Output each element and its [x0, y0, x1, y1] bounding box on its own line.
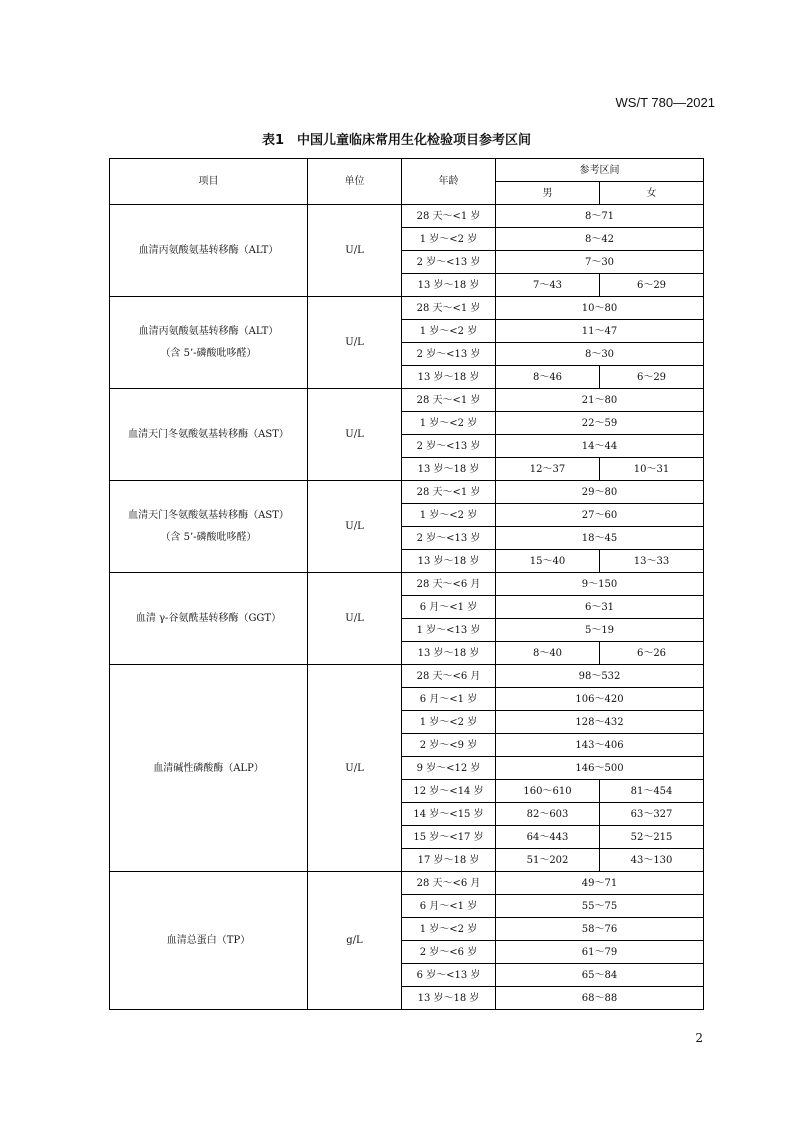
unit-cell: g/L [308, 872, 402, 1010]
age-cell: 2 岁～<9 岁 [402, 734, 496, 757]
range-male-cell: 12～37 [496, 458, 600, 481]
age-cell: 1 岁～<2 岁 [402, 228, 496, 251]
range-both-cell: 6～31 [496, 596, 704, 619]
age-cell: 15 岁～<17 岁 [402, 826, 496, 849]
item-name-cell [110, 205, 308, 297]
range-both-cell: 18～45 [496, 527, 704, 550]
page-number: 2 [695, 1031, 703, 1045]
age-cell: 17 岁～18 岁 [402, 849, 496, 872]
range-both-cell: 55～75 [496, 895, 704, 918]
range-both-cell: 11～47 [496, 320, 704, 343]
range-male-cell: 160～610 [496, 780, 600, 803]
age-cell: 6 月～<1 岁 [402, 596, 496, 619]
age-cell: 28 天～<1 岁 [402, 205, 496, 228]
age-cell: 14 岁～<15 岁 [402, 803, 496, 826]
item-name-cell [110, 665, 308, 872]
age-cell: 1 岁～<2 岁 [402, 504, 496, 527]
range-both-cell: 65～84 [496, 964, 704, 987]
age-cell: 28 天～<6 月 [402, 573, 496, 596]
range-both-cell: 14～44 [496, 435, 704, 458]
unit-cell: U/L [308, 297, 402, 389]
range-male-cell: 15～40 [496, 550, 600, 573]
range-male-cell: 51～202 [496, 849, 600, 872]
range-both-cell: 146～500 [496, 757, 704, 780]
table-row [110, 481, 704, 504]
age-cell: 1 岁～<2 岁 [402, 412, 496, 435]
range-both-cell: 9～150 [496, 573, 704, 596]
age-cell: 6 月～<1 岁 [402, 895, 496, 918]
range-male-cell: 64～443 [496, 826, 600, 849]
range-both-cell: 8～30 [496, 343, 704, 366]
age-cell: 2 岁～<6 岁 [402, 941, 496, 964]
range-female-cell: 81～454 [600, 780, 704, 803]
age-cell: 1 岁～<2 岁 [402, 320, 496, 343]
range-both-cell: 8～42 [496, 228, 704, 251]
header-unit: 单位 [308, 159, 402, 205]
range-female-cell: 52～215 [600, 826, 704, 849]
item-name-cell [110, 573, 308, 665]
item-name-line: （含 5’-磷酸吡哆醛） [160, 532, 257, 543]
table-title: 表1 中国儿童临床常用生化检验项目参考区间 [261, 133, 532, 148]
table-row [110, 205, 704, 228]
range-both-cell: 8～71 [496, 205, 704, 228]
item-name-line: 血清天门冬氨酸氨基转移酶（AST） [128, 429, 289, 440]
range-both-cell: 27～60 [496, 504, 704, 527]
item-name-line: （含 5’-磷酸吡哆醛） [160, 348, 257, 359]
age-cell: 1 岁～<2 岁 [402, 711, 496, 734]
range-male-cell: 8～40 [496, 642, 600, 665]
item-name-cell [110, 872, 308, 1010]
age-cell: 13 岁～18 岁 [402, 987, 496, 1010]
age-cell: 13 岁～18 岁 [402, 366, 496, 389]
range-female-cell: 10～31 [600, 458, 704, 481]
item-name-line: 血清总蛋白（TP） [166, 935, 251, 946]
age-cell: 2 岁～<13 岁 [402, 251, 496, 274]
range-female-cell: 43～130 [600, 849, 704, 872]
item-name-line: 血清丙氨酸氨基转移酶（ALT） [138, 326, 279, 337]
range-both-cell: 49～71 [496, 872, 704, 895]
age-cell: 13 岁～18 岁 [402, 550, 496, 573]
age-cell: 2 岁～<13 岁 [402, 527, 496, 550]
table-row [110, 297, 704, 320]
range-both-cell: 61～79 [496, 941, 704, 964]
range-both-cell: 128～432 [496, 711, 704, 734]
range-female-cell: 13～33 [600, 550, 704, 573]
age-cell: 28 天～<6 月 [402, 872, 496, 895]
range-both-cell: 143～406 [496, 734, 704, 757]
age-cell: 12 岁～<14 岁 [402, 780, 496, 803]
age-cell: 28 天～<1 岁 [402, 297, 496, 320]
item-name-line: 血清碱性磷酸酶（ALP） [153, 762, 264, 774]
unit-cell: U/L [308, 481, 402, 573]
age-cell: 28 天～<1 岁 [402, 481, 496, 504]
unit-cell: U/L [308, 573, 402, 665]
range-male-cell: 82～603 [496, 803, 600, 826]
item-name-line: 血清丙氨酸氨基转移酶（ALT） [138, 245, 279, 256]
item-name-line: 血清天门冬氨酸氨基转移酶（AST） [128, 510, 289, 521]
age-cell: 2 岁～<13 岁 [402, 343, 496, 366]
age-cell: 1 岁～<13 岁 [402, 619, 496, 642]
range-both-cell: 68～88 [496, 987, 704, 1010]
item-name-line: 血清 γ-谷氨酰基转移酶（GGT） [135, 613, 282, 624]
header-age: 年龄 [402, 159, 496, 205]
range-female-cell: 6～29 [600, 366, 704, 389]
range-both-cell: 29～80 [496, 481, 704, 504]
reference-interval-table [109, 158, 704, 1010]
unit-cell: U/L [308, 205, 402, 297]
table-row [110, 872, 704, 895]
header-female: 女 [600, 182, 704, 205]
unit-cell: U/L [308, 665, 402, 872]
age-cell: 1 岁～<2 岁 [402, 918, 496, 941]
age-cell: 2 岁～<13 岁 [402, 435, 496, 458]
age-cell: 9 岁～<12 岁 [402, 757, 496, 780]
table-row [110, 389, 704, 412]
range-both-cell: 21～80 [496, 389, 704, 412]
range-male-cell: 8～46 [496, 366, 600, 389]
age-cell: 6 岁～<13 岁 [402, 964, 496, 987]
range-both-cell: 58～76 [496, 918, 704, 941]
age-cell: 13 岁～18 岁 [402, 642, 496, 665]
header-item: 项目 [110, 159, 308, 205]
age-cell: 28 天～<1 岁 [402, 389, 496, 412]
range-female-cell: 6～29 [600, 274, 704, 297]
standard-code: WS/T 780—2021 [615, 95, 715, 110]
item-name-cell [110, 297, 308, 389]
range-both-cell: 98～532 [496, 665, 704, 688]
range-both-cell: 10～80 [496, 297, 704, 320]
range-female-cell: 63～327 [600, 803, 704, 826]
range-male-cell: 7～43 [496, 274, 600, 297]
item-name-cell [110, 389, 308, 481]
range-both-cell: 5～19 [496, 619, 704, 642]
table-row [110, 665, 704, 688]
age-cell: 13 岁～18 岁 [402, 458, 496, 481]
range-both-cell: 7～30 [496, 251, 704, 274]
unit-cell: U/L [308, 389, 402, 481]
range-both-cell: 22～59 [496, 412, 704, 435]
header-male: 男 [496, 182, 600, 205]
age-cell: 13 岁～18 岁 [402, 274, 496, 297]
table-row [110, 573, 704, 596]
range-both-cell: 106～420 [496, 688, 704, 711]
range-female-cell: 6～26 [600, 642, 704, 665]
table-body [110, 205, 704, 1010]
age-cell: 6 月～<1 岁 [402, 688, 496, 711]
header-reference-range: 参考区间 [496, 159, 704, 182]
item-name-cell [110, 481, 308, 573]
age-cell: 28 天～<6 月 [402, 665, 496, 688]
